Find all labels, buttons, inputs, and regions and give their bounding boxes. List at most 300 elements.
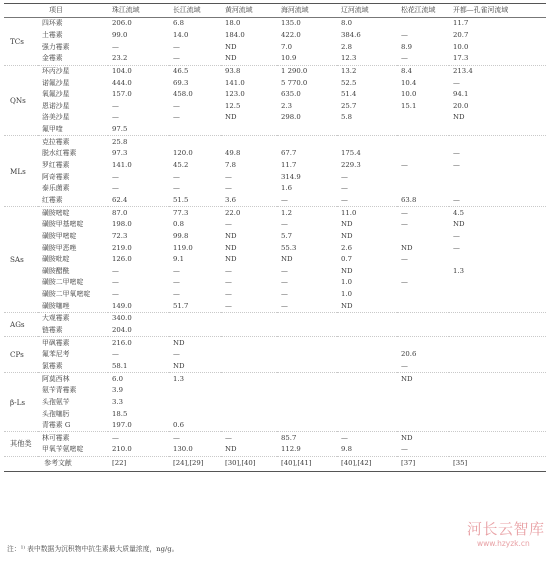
concentration-cell: 9.1 [173, 255, 184, 264]
concentration-cell [169, 124, 221, 136]
table-row [4, 361, 546, 373]
concentration-cell [277, 124, 337, 136]
concentration-cell [397, 231, 449, 243]
concentration-cell [337, 408, 397, 420]
concentration-cell [221, 420, 277, 432]
header-basin: 珠江流域 [108, 4, 169, 18]
concentration-cell: 0.6 [173, 421, 184, 430]
concentration-cell: 1.0 [341, 290, 352, 299]
concentration-cell: 175.4 [341, 149, 361, 158]
concentration-cell: — [112, 184, 119, 193]
concentration-cell: 3.9 [112, 386, 123, 395]
antibiotic-name: 土霉素 [42, 31, 63, 39]
concentration-cell: 11.0 [337, 207, 397, 219]
concentration-cell: — [341, 172, 348, 181]
concentration-cell: — [173, 42, 180, 51]
concentration-cell: — [341, 184, 348, 193]
table-row [4, 242, 546, 254]
concentration-cell [397, 385, 449, 397]
group-label: QNs [4, 65, 38, 136]
antibiotic-name: 四环素 [42, 19, 63, 28]
concentration-cell [169, 385, 221, 397]
concentration-cell [221, 136, 277, 148]
concentration-cell: — [341, 195, 348, 204]
concentration-cell: 1.3 [169, 373, 221, 385]
table-row [4, 65, 546, 77]
table-row [4, 373, 546, 385]
concentration-cell: — [112, 290, 119, 299]
concentration-cell [221, 408, 277, 420]
concentration-cell: 204.0 [112, 326, 132, 335]
concentration-cell [397, 171, 449, 183]
table-row [4, 136, 546, 148]
concentration-cell: 2.8 [341, 42, 352, 51]
concentration-cell: 141.0 [225, 78, 245, 87]
concentration-cell [277, 349, 337, 361]
concentration-cell: 157.0 [112, 90, 132, 99]
concentration-cell [449, 300, 546, 312]
concentration-cell: 314.9 [281, 172, 301, 181]
antibiotic-name: 罗红霉素 [42, 161, 70, 170]
concentration-cell: — [112, 42, 119, 51]
concentration-cell [277, 408, 337, 420]
table-row [4, 89, 546, 101]
concentration-cell [449, 289, 546, 301]
concentration-cell [449, 349, 546, 361]
antibiotic-name: 头孢噻肟 [42, 409, 70, 418]
concentration-cell: 12.3 [341, 54, 357, 63]
concentration-cell [277, 325, 337, 337]
concentration-cell [449, 136, 546, 148]
table-row [4, 444, 546, 456]
concentration-cell: — [173, 54, 180, 63]
group-label: β-Ls [4, 373, 38, 432]
concentration-cell: ND [281, 255, 293, 264]
concentration-cell: — [169, 432, 221, 444]
concentration-cell: 198.0 [112, 220, 132, 229]
concentration-cell: 11.7 [281, 161, 297, 170]
concentration-cell: — [225, 278, 232, 287]
concentration-cell [449, 124, 546, 136]
concentration-cell: 130.0 [173, 445, 193, 454]
concentration-cell: — [225, 301, 232, 310]
table-row [4, 300, 546, 312]
concentration-cell [277, 420, 337, 432]
concentration-cell: — [453, 161, 460, 170]
concentration-cell: — [112, 266, 119, 275]
table-row [4, 171, 546, 183]
concentration-cell [221, 361, 277, 373]
concentration-cell [221, 349, 277, 361]
concentration-cell: 119.0 [173, 243, 193, 252]
concentration-cell: — [112, 278, 119, 287]
concentration-cell [169, 136, 221, 148]
concentration-cell: 184.0 [225, 31, 245, 39]
concentration-cell [169, 325, 221, 337]
concentration-cell: 58.1 [112, 361, 128, 370]
concentration-cell: 5.8 [341, 113, 352, 122]
concentration-cell: 94.1 [453, 90, 469, 99]
concentration-cell: 69.3 [173, 78, 189, 87]
antibiotic-name: 头孢氨苄 [42, 397, 70, 406]
table-row [4, 207, 546, 219]
table-row [4, 231, 546, 243]
antibiotic-name: 磺胺噻唑 [42, 301, 70, 310]
concentration-cell: — [173, 278, 180, 287]
reference-cell: [37] [397, 456, 449, 471]
concentration-cell: — [453, 149, 460, 158]
concentration-cell [277, 136, 337, 148]
header-basin: 海河流域 [277, 4, 337, 18]
concentration-cell: 8.9 [401, 42, 412, 51]
table-row [4, 277, 546, 289]
antibiotic-name: 氯霉素 [42, 361, 63, 370]
concentration-cell: 25.8 [108, 136, 169, 148]
concentration-cell: — [173, 290, 180, 299]
antibiotic-name: 甲砜霉素 [38, 337, 108, 349]
table-row [4, 349, 546, 361]
antibiotic-name: 阿莫西林 [38, 373, 108, 385]
concentration-cell: 11.7 [453, 19, 469, 28]
reference-cell: [35] [449, 456, 546, 471]
antibiotic-name: 氟苯尼考 [42, 350, 70, 359]
table-row [4, 289, 546, 301]
table-row [4, 265, 546, 277]
concentration-cell: ND [173, 361, 185, 370]
antibiotic-name: 恩诺沙星 [42, 101, 70, 110]
reference-cell: [24],[29] [169, 456, 221, 471]
table-row [4, 397, 546, 409]
concentration-cell [337, 136, 397, 148]
header-basin: 开都—孔雀河流域 [449, 4, 546, 18]
concentration-cell: — [173, 113, 180, 122]
concentration-cell [221, 313, 277, 325]
concentration-cell: ND [225, 243, 237, 252]
concentration-cell: 216.0 [108, 337, 169, 349]
table-row [4, 30, 546, 42]
concentration-cell [397, 183, 449, 195]
concentration-cell: 206.0 [112, 19, 132, 28]
concentration-cell [449, 420, 546, 432]
table-row [4, 77, 546, 89]
concentration-cell: 4.5 [449, 207, 546, 219]
concentration-cell: — [281, 195, 288, 204]
reference-cell: [40],[41] [277, 456, 337, 471]
concentration-cell [397, 420, 449, 432]
concentration-cell: 104.0 [108, 65, 169, 77]
watermark-title: 河长云智库 [467, 520, 545, 538]
table-row [4, 219, 546, 231]
table-row [4, 385, 546, 397]
concentration-cell: ND [397, 373, 449, 385]
header-basin: 松花江流域 [397, 4, 449, 18]
concentration-cell [449, 397, 546, 409]
concentration-cell: — [453, 78, 460, 87]
concentration-cell: 52.5 [341, 78, 357, 87]
concentration-cell: — [397, 207, 449, 219]
concentration-cell: ND [397, 432, 449, 444]
concentration-cell: — [401, 54, 408, 63]
concentration-cell: — [401, 161, 408, 170]
concentration-cell [449, 361, 546, 373]
table-row [4, 337, 546, 349]
concentration-cell: ND [169, 337, 221, 349]
antibiotic-name: 金霉素 [42, 54, 63, 63]
concentration-cell: — [337, 432, 397, 444]
concentration-cell: 298.0 [281, 113, 301, 122]
concentration-cell: 635.0 [281, 90, 301, 99]
concentration-cell: — [112, 113, 119, 122]
concentration-cell: — [225, 184, 232, 193]
concentration-cell [449, 171, 546, 183]
concentration-cell [337, 349, 397, 361]
concentration-cell [277, 313, 337, 325]
table-header [4, 4, 546, 18]
table-row [4, 408, 546, 420]
concentration-cell: ND [453, 113, 465, 122]
concentration-cell: 20.6 [401, 350, 417, 359]
concentration-cell: 3.6 [225, 195, 236, 204]
concentration-cell: 51.5 [173, 195, 189, 204]
concentration-cell [397, 337, 449, 349]
concentration-cell: 97.3 [112, 149, 128, 158]
antibiotic-name: 甲氧苄氨嘧啶 [42, 445, 84, 454]
concentration-cell: 340.0 [108, 313, 169, 325]
table-row [4, 325, 546, 337]
concentration-cell: — [225, 290, 232, 299]
concentration-cell: — [401, 278, 408, 287]
concentration-cell: 126.0 [112, 255, 132, 264]
concentration-cell: 1.6 [281, 184, 292, 193]
concentration-cell: 1.2 [277, 207, 337, 219]
table-body [4, 18, 546, 472]
concentration-cell [337, 337, 397, 349]
concentration-cell: — [225, 266, 232, 275]
concentration-cell: 6.8 [173, 19, 184, 28]
concentration-cell: — [453, 243, 460, 252]
group-label: 其他类 [4, 432, 38, 456]
concentration-cell: 10.0 [453, 42, 469, 51]
header-basin: 辽河流域 [337, 4, 397, 18]
antibiotic-name: 磺胺吡啶 [42, 255, 70, 264]
concentration-cell: 85.7 [277, 432, 337, 444]
concentration-cell: ND [341, 220, 353, 229]
concentration-cell [449, 373, 546, 385]
concentration-cell [449, 313, 546, 325]
concentration-cell: 18.5 [112, 409, 128, 418]
concentration-cell [397, 112, 449, 124]
concentration-cell [277, 361, 337, 373]
concentration-cell: — [281, 278, 288, 287]
table-row [4, 124, 546, 136]
concentration-cell [277, 385, 337, 397]
concentration-cell: 51.4 [341, 90, 357, 99]
concentration-cell: — [401, 361, 408, 370]
concentration-cell [337, 361, 397, 373]
concentration-cell [397, 124, 449, 136]
concentration-cell [449, 183, 546, 195]
concentration-cell: ND [341, 301, 353, 310]
concentration-cell [449, 444, 546, 456]
concentration-cell: 141.0 [112, 161, 132, 170]
group-label: CPs [4, 337, 38, 373]
antibiotic-concentration-table [4, 3, 546, 472]
concentration-cell: ND [225, 231, 237, 240]
concentration-cell: 77.3 [169, 207, 221, 219]
concentration-cell: 67.7 [281, 149, 297, 158]
concentration-cell: 72.3 [112, 231, 128, 240]
concentration-cell: 197.0 [112, 421, 132, 430]
reference-cell: [40],[42] [337, 456, 397, 471]
concentration-cell: — [453, 195, 460, 204]
concentration-cell: 17.3 [453, 54, 469, 63]
concentration-cell [449, 254, 546, 266]
concentration-cell [221, 385, 277, 397]
concentration-cell [397, 265, 449, 277]
concentration-cell: 1.3 [453, 266, 464, 275]
antibiotic-name: 磺胺嘧啶 [38, 207, 108, 219]
concentration-cell [337, 385, 397, 397]
concentration-cell [221, 124, 277, 136]
concentration-cell: 97.5 [112, 125, 128, 134]
concentration-cell [397, 408, 449, 420]
concentration-cell: 93.8 [221, 65, 277, 77]
antibiotic-name: 诺氟沙星 [42, 78, 70, 87]
concentration-cell: ND [401, 243, 413, 252]
table-footnote: 注：¹⁾ 表中数据为沉积物中抗生素最大质量浓度，ng/g。 [7, 545, 179, 553]
header-basin: 长江流域 [169, 4, 221, 18]
table-row [4, 254, 546, 266]
concentration-cell [397, 289, 449, 301]
concentration-cell [221, 337, 277, 349]
antibiotic-name: 泰乐菌素 [42, 184, 70, 193]
concentration-cell [449, 277, 546, 289]
antibiotic-name: 氨苄青霉素 [42, 386, 77, 395]
concentration-cell: 9.8 [341, 445, 352, 454]
concentration-cell: 0.8 [173, 220, 184, 229]
antibiotic-name: 红霉素 [42, 195, 63, 204]
watermark-logo [467, 518, 547, 552]
concentration-cell: 6.0 [108, 373, 169, 385]
antibiotic-name: 链霉素 [42, 326, 63, 335]
concentration-cell [449, 325, 546, 337]
watermark-url: www.hzyzk.cn [477, 539, 530, 548]
concentration-cell: — [401, 255, 408, 264]
concentration-cell [449, 408, 546, 420]
concentration-cell [221, 397, 277, 409]
concentration-cell: ND [225, 54, 237, 63]
table-row [4, 53, 546, 65]
concentration-cell: 5.7 [281, 231, 292, 240]
concentration-cell: — [108, 432, 169, 444]
concentration-cell [397, 397, 449, 409]
concentration-cell: 13.2 [337, 65, 397, 77]
concentration-cell: 384.6 [341, 31, 361, 39]
antibiotic-name: 氧氟沙星 [42, 90, 70, 99]
concentration-cell: — [112, 350, 119, 359]
concentration-cell: — [401, 220, 408, 229]
concentration-cell: — [112, 172, 119, 181]
concentration-cell: 10.4 [401, 78, 417, 87]
antibiotic-name: 强力霉素 [42, 42, 70, 51]
concentration-cell: 45.2 [173, 161, 189, 170]
concentration-cell [337, 313, 397, 325]
concentration-cell: — [173, 101, 180, 110]
concentration-cell: 5 770.0 [281, 78, 308, 87]
antibiotic-name: 洛美沙星 [42, 113, 70, 122]
table-row [4, 112, 546, 124]
antibiotic-name: 脱水红霉素 [42, 149, 77, 158]
concentration-cell: — [173, 350, 180, 359]
concentration-cell: 219.0 [112, 243, 132, 252]
concentration-cell: 422.0 [281, 31, 301, 39]
concentration-cell: 25.7 [341, 101, 357, 110]
concentration-cell [397, 300, 449, 312]
concentration-cell: — [221, 432, 277, 444]
concentration-cell [337, 325, 397, 337]
concentration-cell: ND [341, 231, 353, 240]
concentration-cell: 8.0 [341, 19, 352, 28]
concentration-cell: 8.4 [397, 65, 449, 77]
concentration-cell [397, 313, 449, 325]
concentration-cell: 46.5 [169, 65, 221, 77]
concentration-cell: — [281, 266, 288, 275]
table-row [4, 432, 546, 444]
concentration-cell: 1 290.0 [277, 65, 337, 77]
group-label: SAs [4, 207, 38, 313]
table-row [4, 183, 546, 195]
concentration-cell: ND [341, 266, 353, 275]
group-label: MLs [4, 136, 38, 207]
header-item: 项目 [4, 4, 108, 18]
antibiotic-name: 环丙沙星 [38, 65, 108, 77]
concentration-cell: 22.0 [221, 207, 277, 219]
concentration-cell: 458.0 [173, 90, 193, 99]
antibiotic-name: 磺胺二甲氧嘧啶 [42, 290, 91, 299]
antibiotic-name: 氟甲喹 [42, 125, 63, 134]
table-row [4, 18, 546, 30]
concentration-cell: 99.8 [173, 231, 189, 240]
concentration-cell: 15.1 [401, 101, 417, 110]
concentration-cell: 1.0 [341, 278, 352, 287]
concentration-cell: ND [225, 42, 237, 51]
concentration-cell: ND [225, 113, 237, 122]
concentration-cell: 229.3 [341, 161, 361, 170]
reference-cell: [22] [108, 456, 169, 471]
concentration-cell [337, 373, 397, 385]
concentration-cell: 99.0 [112, 31, 128, 39]
concentration-cell [277, 373, 337, 385]
header-basin: 黄河流域 [221, 4, 277, 18]
table-row [4, 148, 546, 160]
concentration-cell: 149.0 [112, 301, 132, 310]
concentration-cell: 135.0 [281, 19, 301, 28]
antibiotic-name: 磺胺甲基嘧啶 [42, 220, 84, 229]
concentration-cell: — [401, 31, 408, 39]
table-row [4, 160, 546, 172]
antibiotic-name: 磺胺二甲嘧啶 [42, 278, 84, 287]
concentration-cell: — [281, 290, 288, 299]
concentration-cell: — [281, 301, 288, 310]
group-label: TCs [10, 36, 24, 46]
concentration-cell: 2.6 [341, 243, 352, 252]
concentration-cell [169, 408, 221, 420]
concentration-cell [397, 148, 449, 160]
concentration-cell: 112.9 [281, 445, 301, 454]
concentration-cell: 23.2 [112, 54, 128, 63]
table-row [4, 195, 546, 207]
concentration-cell [277, 337, 337, 349]
